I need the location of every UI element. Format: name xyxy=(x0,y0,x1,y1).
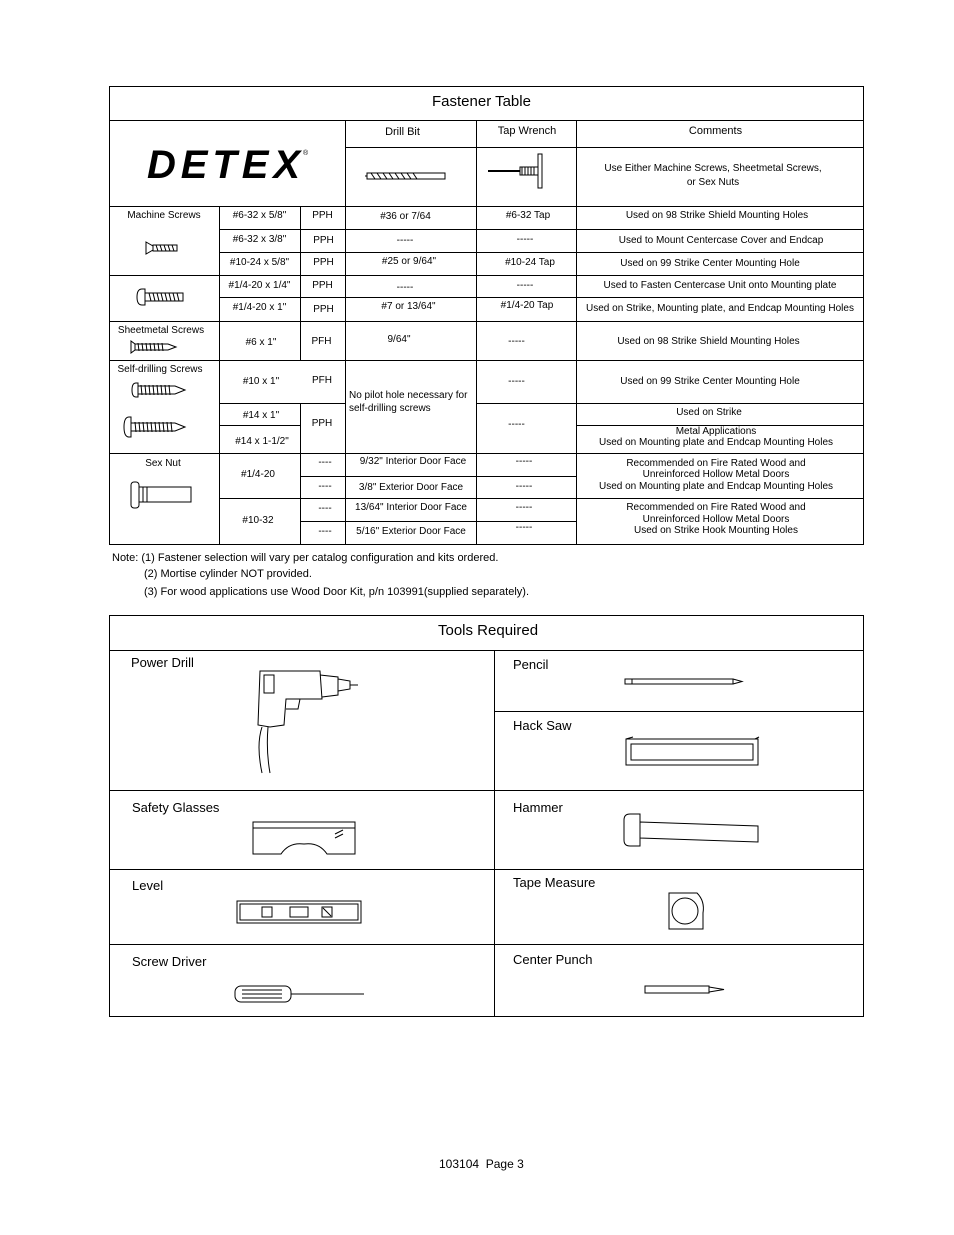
sexnut-tap-4: ----- xyxy=(515,522,533,533)
header-comment-line1: Use Either Machine Screws, Sheetmetal Screws, xyxy=(604,163,822,174)
center-punch-icon xyxy=(644,985,726,995)
row1-head: PPH xyxy=(312,210,333,221)
level-icon xyxy=(236,900,362,924)
row5-drill: #7 or 13/64" xyxy=(381,301,436,312)
self-drill-note-line2: self-drilling screws xyxy=(349,403,431,414)
tool-hammer-label: Hammer xyxy=(513,800,563,815)
sexnut-head-3: ---- xyxy=(318,503,332,514)
row6-comment: Used on 98 Strike Shield Mounting Holes xyxy=(617,336,800,347)
row5-comment: Used on Strike, Mounting plate, and Endcap Mounting Holes xyxy=(586,303,854,314)
note-1: Note: (1) Fastener selection will vary per catalog configuration and kits ordered. xyxy=(112,552,499,564)
sexnut-tap-1: ----- xyxy=(515,456,533,467)
row8-comment: Used on Strike xyxy=(676,407,742,418)
row9-comment-line2: Used on Mounting plate and Endcap Mounting Holes xyxy=(598,437,834,448)
sexnut-size-1: #1/4-20 xyxy=(241,469,275,480)
tool-hack-saw-label: Hack Saw xyxy=(513,718,572,733)
row4-drill: ----- xyxy=(396,282,414,293)
group-sex-nut: Sex Nut xyxy=(145,458,181,469)
row3-tap: #10-24 Tap xyxy=(505,257,555,268)
safety-glasses-icon xyxy=(249,820,359,856)
row7-head: PFH xyxy=(312,375,332,386)
sex-nut-icon xyxy=(130,481,194,509)
sexnut-comment-a1: Recommended on Fire Rated Wood and xyxy=(626,458,806,469)
header-comment-line2: or Sex Nuts xyxy=(686,177,740,188)
drill-bit-icon xyxy=(365,172,447,180)
group-self-drilling-screws: Self-drilling Screws xyxy=(117,364,203,375)
row2-size: #6-32 x 3/8" xyxy=(232,234,287,245)
row1-size: #6-32 x 5/8" xyxy=(232,210,287,221)
row7-comment: Used on 99 Strike Center Mounting Hole xyxy=(620,376,800,387)
row3-drill: #25 or 9/64" xyxy=(381,256,437,267)
self-drill-head: PPH xyxy=(311,418,333,429)
screw-driver-icon xyxy=(234,984,366,1004)
tool-screw-driver-label: Screw Driver xyxy=(132,954,207,969)
row1-comment: Used on 98 Strike Shield Mounting Holes xyxy=(625,210,809,221)
sexnut-comment-a2: Unreinforced Hollow Metal Doors xyxy=(642,469,790,480)
sexnut-drill-1: 9/32" Interior Door Face xyxy=(359,456,467,467)
sexnut-comment-a3: Used on Mounting plate and Endcap Mounting Holes xyxy=(598,481,834,492)
row6-tap: ----- xyxy=(508,336,525,347)
hack-saw-icon xyxy=(623,736,763,768)
tools-table-title: Tools Required xyxy=(438,622,539,639)
machine-screw-icon xyxy=(145,241,179,255)
hammer-icon xyxy=(622,812,762,848)
header-drill-bit: Drill Bit xyxy=(385,126,420,138)
tool-power-drill-label: Power Drill xyxy=(131,655,194,670)
power-drill-icon xyxy=(250,665,360,775)
row7-size: #10 x 1" xyxy=(242,376,280,387)
row2-comment: Used to Mount Centercase Cover and Endcap xyxy=(618,235,824,246)
page-footer: 103104 Page 3 xyxy=(439,1157,524,1171)
self-drill-tap: ----- xyxy=(508,419,525,430)
sexnut-tap-3: ----- xyxy=(515,502,533,513)
sexnut-drill-3: 13/64" Interior Door Face xyxy=(355,502,467,513)
sexnut-tap-2: ----- xyxy=(515,481,533,492)
row8-size: #14 x 1" xyxy=(242,410,280,421)
detex-logo xyxy=(147,141,317,185)
row1-drill: #36 or 7/64 xyxy=(380,211,431,222)
tap-wrench-icon xyxy=(488,153,554,189)
group-machine-screws: Machine Screws xyxy=(127,210,201,221)
self-drilling-screw-icon xyxy=(131,382,187,398)
row6-drill: 9/64" xyxy=(387,334,411,345)
svg-text:DETEX: DETEX xyxy=(147,143,299,187)
note-3: (3) For wood applications use Wood Door Kit, p/n 103991(supplied separately). xyxy=(144,586,530,598)
row7-tap: ----- xyxy=(508,376,525,387)
row2-tap: ----- xyxy=(516,234,534,245)
row4-comment: Used to Fasten Centercase Unit onto Mounting plate xyxy=(603,280,837,291)
header-tap-wrench: Tap Wrench xyxy=(497,125,557,137)
svg-text:®: ® xyxy=(303,150,309,157)
sexnut-comment-b1: Recommended on Fire Rated Wood and xyxy=(626,502,806,513)
row9-size: #14 x 1-1/2" xyxy=(235,436,289,447)
row2-head: PPH xyxy=(313,235,334,246)
sexnut-comment-b2: Unreinforced Hollow Metal Doors xyxy=(642,514,790,525)
row3-head: PPH xyxy=(313,257,334,268)
self-drill-note-line1: No pilot hole necessary for xyxy=(349,390,468,401)
row5-head: PPH xyxy=(313,304,334,315)
pencil-icon xyxy=(624,678,744,686)
self-drilling-screw-long-icon xyxy=(123,416,187,438)
row1-tap: #6-32 Tap xyxy=(505,210,551,221)
sexnut-size-2: #10-32 xyxy=(242,515,274,526)
row3-size: #10-24 x 5/8" xyxy=(229,257,290,268)
sexnut-head-2: ---- xyxy=(318,481,332,492)
tool-level-label: Level xyxy=(132,878,164,893)
row6-size: #6 x 1" xyxy=(245,337,277,348)
row4-head: PPH xyxy=(312,280,333,291)
row4-size: #1/4-20 x 1/4" xyxy=(228,280,291,291)
row5-size: #1/4-20 x 1" xyxy=(232,302,287,313)
pan-head-screw-icon xyxy=(136,288,186,306)
tool-pencil-label: Pencil xyxy=(513,657,549,672)
tool-center-punch-label: Center Punch xyxy=(513,952,593,967)
row2-drill: ----- xyxy=(396,235,414,246)
row3-comment: Used on 99 Strike Center Mounting Hole xyxy=(620,258,800,269)
row5-tap: #1/4-20 Tap xyxy=(500,300,554,311)
sheetmetal-screw-icon xyxy=(130,340,178,354)
row6-head: PFH xyxy=(311,336,332,347)
tool-safety-glasses-label: Safety Glasses xyxy=(132,800,220,815)
note-2: (2) Mortise cylinder NOT provided. xyxy=(144,568,312,580)
sexnut-comment-b3: Used on Strike Hook Mounting Holes xyxy=(634,525,798,536)
header-comments: Comments xyxy=(688,125,743,137)
group-sheetmetal-screws: Sheetmetal Screws xyxy=(117,325,205,336)
tool-tape-measure-label: Tape Measure xyxy=(513,875,596,890)
sexnut-head-1: ---- xyxy=(318,457,332,468)
sexnut-drill-4: 5/16" Exterior Door Face xyxy=(356,526,466,537)
fastener-table-title: Fastener Table xyxy=(432,93,531,110)
row9-comment-line1: Metal Applications xyxy=(675,426,757,437)
row4-tap: ----- xyxy=(516,280,534,291)
tape-measure-icon xyxy=(665,889,707,933)
sexnut-head-4: ---- xyxy=(318,526,332,537)
sexnut-drill-2: 3/8" Exterior Door Face xyxy=(358,482,464,493)
